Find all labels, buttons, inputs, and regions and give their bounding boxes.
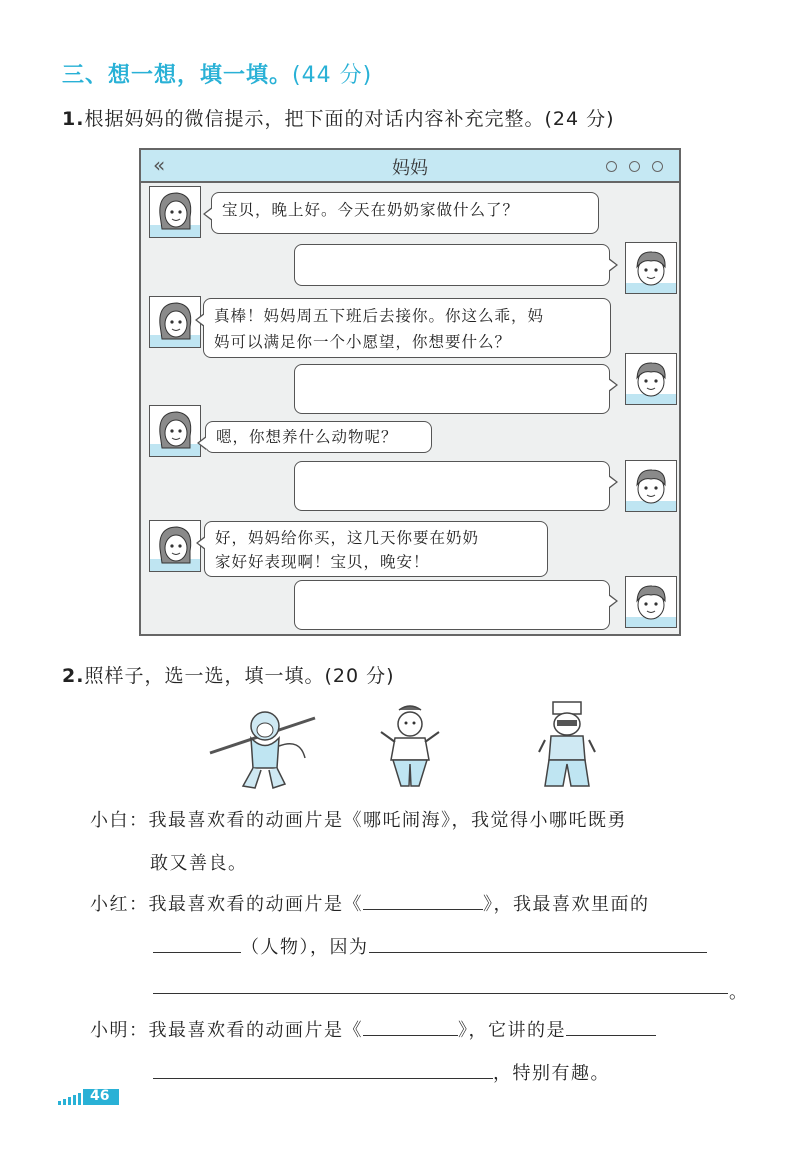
chat-text-mom-2-line1: 真棒！妈妈周五下班后去接你。你这么乖，妈 (214, 307, 545, 325)
answer-bubble-4[interactable] (294, 580, 610, 630)
cartoon-name-blank[interactable] (363, 891, 483, 910)
question-2 (62, 661, 395, 688)
question-1-number: 1. (62, 108, 85, 130)
xiaohong-label: 小红： (90, 894, 149, 915)
chat-text-mom-4-line2: 家好好表现啊！宝贝，晚安！ (215, 553, 430, 571)
child-avatar (625, 242, 677, 294)
section-title (62, 58, 372, 89)
monkey-king-illustration (205, 698, 320, 797)
child-avatar (625, 576, 677, 628)
xiaobai-label: 小白： (90, 810, 149, 831)
chat-bubble-mom-4 (204, 521, 548, 577)
mom-avatar (149, 296, 201, 348)
xiaoming-text-a: 我最喜欢看的动画片是《 (148, 1020, 363, 1041)
xiaoming-label: 小明： (90, 1020, 149, 1041)
xiaoming-line-1 (90, 1016, 656, 1042)
question-2-text: 照样子，选一选，填一填。(20 分) (84, 665, 395, 687)
xiaobai-text-1: 我最喜欢看的动画片是《哪吒闹海》，我觉得小哪吒既勇 (148, 810, 627, 831)
chat-bubble-mom-3 (205, 421, 432, 453)
xiaobai-line-2 (150, 849, 248, 875)
story-blank-2[interactable] (153, 1060, 493, 1079)
xiaohong-line-1 (90, 890, 650, 916)
child-avatar (625, 460, 677, 512)
question-1-text: 根据妈妈的微信提示，把下面的对话内容补充完整。(24 分) (84, 108, 615, 130)
page-number: 46 (90, 1088, 110, 1104)
question-2-number: 2. (62, 665, 85, 687)
answer-bubble-3[interactable] (294, 461, 610, 511)
nezha-illustration (375, 702, 445, 796)
period-mark: 。 (729, 982, 749, 1003)
xiaobai-text-2: 敢又善良。 (150, 853, 248, 874)
back-icon[interactable]: « (153, 153, 166, 177)
chat-title: 妈妈 (392, 158, 428, 179)
xiaobai-line-1 (90, 806, 627, 832)
answer-bubble-1[interactable] (294, 244, 610, 286)
question-1 (62, 104, 615, 131)
xiaohong-line-2 (153, 933, 707, 959)
chat-text-mom-1: 宝贝，晚上好。今天在奶奶家做什么了？ (222, 201, 520, 219)
xiaoming-text-c: ，特别有趣。 (493, 1063, 610, 1084)
chat-header (141, 150, 679, 183)
section-title-text: 三、想一想，填一填。 (62, 63, 293, 88)
character-blank[interactable] (153, 934, 241, 953)
section-points: (44 分) (292, 63, 373, 88)
mom-avatar (149, 405, 201, 457)
xiaoming-line-2 (153, 1059, 610, 1085)
cartoon-name-blank-2[interactable] (363, 1017, 458, 1036)
story-blank-1[interactable] (566, 1017, 656, 1036)
chat-text-mom-2-line2: 妈可以满足你一个小愿望，你想要什么？ (214, 333, 512, 351)
chat-bubble-mom-2 (203, 298, 611, 358)
chat-text-mom-3: 嗯，你想养什么动物呢？ (216, 428, 398, 446)
mom-avatar (149, 186, 201, 238)
answer-bubble-2[interactable] (294, 364, 610, 414)
mom-avatar (149, 520, 201, 572)
xiaohong-text-a: 我最喜欢看的动画片是《 (148, 894, 363, 915)
reason-blank-2[interactable] (153, 993, 728, 994)
child-avatar (625, 353, 677, 405)
chat-bubble-mom-1 (211, 192, 599, 234)
wechat-window (139, 148, 681, 636)
xiaohong-text-c: （人物），因为 (241, 937, 369, 958)
black-cat-sheriff-illustration (535, 700, 600, 794)
more-icon[interactable] (606, 161, 663, 172)
xiaohong-text-b: 》，我最喜欢里面的 (483, 894, 650, 915)
xiaoming-text-b: 》，它讲的是 (458, 1020, 566, 1041)
reason-blank-1[interactable] (369, 934, 707, 953)
chat-text-mom-4-line1: 好，妈妈给你买，这几天你要在奶奶 (215, 529, 480, 547)
